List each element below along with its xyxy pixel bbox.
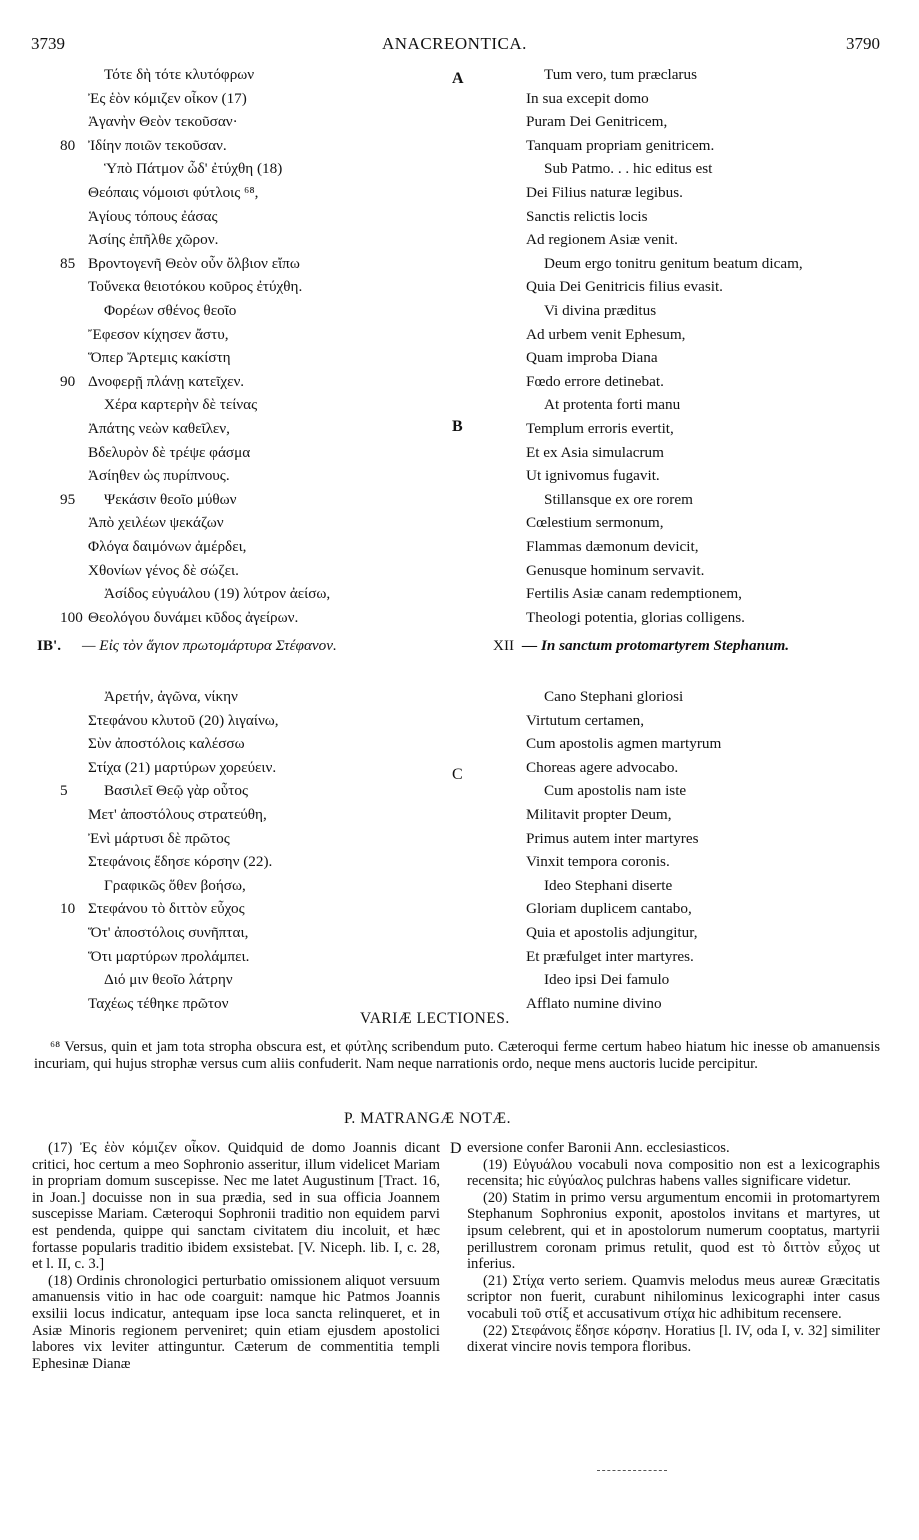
verse-line: Cum apostolis nam iste [544,782,687,800]
verse-line: Vi divina præditus [544,302,657,319]
verse-line: Sub Patmo. . . hic editus est [544,160,713,178]
line-number: 90 [60,372,76,390]
verse-line: Ὅπερ Ἄρτεμις κακίστη [88,349,231,367]
notae-right-column [467,1140,880,1356]
verse-line: Deum ergo tonitru genitum beatum dicam, [544,254,803,272]
verse-line: Ὅτι μαρτύρων προλάμπει. [88,947,250,965]
verse-line: At protenta forti manu [544,396,681,414]
notae-left-column [32,1140,440,1372]
verse-line: Διό μιν θεοῖο λάτρην [104,971,233,989]
verse-line: Ἀρετήν, ἀγῶνα, νίκην [104,688,238,705]
verse-line: Dei Filius naturæ legibus. [526,184,683,201]
verse-line: Τότε δὴ τότε κλυτόφρων [104,66,255,83]
verse-line: Fœdo errore detinebat. [526,372,664,390]
verse-line: Et præfulget inter martyres. [526,947,694,965]
page-number-left: 3739 [31,34,65,53]
verse-line: Θεόπαις νόμοισι φύτλοις ⁶⁸, [88,184,259,201]
verse-line: Tanquam propriam genitricem. [526,136,715,154]
note-21: (21) Στίχα verto seriem. Quamvis melodus meus aureæ Græcitatis scriptor non fuerit, curabunt nihilominus lexicographi inter casus vocabuli τοῦ στίξ et accusativum στίχα hic adhibitum recensere. [467,1272,880,1322]
margin-letter-c: C [452,766,463,783]
verse-line: Θεολόγου δυνάμει κῦδος ἀγείρων. [88,608,299,626]
line-number: 85 [60,254,76,272]
verse-line: Puram Dei Genitricem, [526,113,668,131]
verse-line: Fertilis Asiæ canam redemptionem, [526,585,742,603]
verse-line: Στεφάνου κλυτοῦ (20) λιγαίνω, [88,711,279,729]
note-18: (18) Ordinis chronologici perturbatio omissionem aliquot versuum amanuensis vitio in hac ode coarguit: namque hic Patmos Joannis exsilii locus indicatur, antequam ipse loca sancta relinqueret, et in Asiæ Minoris regionem perveniret; quin etiam ejusdem apostolici labores vix leviter attinguntur. Cæterum de commentitia templi Ephesinæ Dianæ [32,1272,440,1372]
note-22: (22) Στεφάνοις ἔδησε κόρσην. Horatius [l. IV, oda I, v. 32] similiter dixerat vincire novis tempora floribus. [467,1322,880,1356]
verse-line: Stillansque ex ore rorem [544,490,693,508]
verse-line: Templum erroris evertit, [526,420,674,437]
verse-line: Ὅτ' ἀποστόλοις συνῆπται, [88,924,249,941]
verse-line: Ἔφεσον κίχησεν ἄστυ, [88,325,229,343]
notae-heading: P. MATRANGÆ NOTÆ. [344,1110,511,1127]
verse-line: Quam improba Diana [526,349,658,367]
verse-line: Ἀπάτης νεὼν καθεῖλεν, [88,420,230,437]
verse-line: Primus autem inter martyres [526,829,699,847]
verse-line: Γραφικῶς ὅθεν βοήσω, [104,876,246,894]
line-number: 10 [60,900,76,918]
verse-line: Quia et apostolis adjungitur, [526,924,698,941]
verse-line: Ad regionem Asiæ venit. [526,231,678,249]
line-number: 100 [60,608,83,626]
line-number: 80 [60,136,76,154]
verse-line: Cœlestium sermonum, [526,514,664,532]
note-19: (19) Εὐγυάλου vocabuli nova compositio non est a lexicographis recensita; hic εὐγύαλος pulchras habens valles significare videtur. [467,1156,880,1190]
verse-line: Virtutum certamen, [526,711,645,729]
verse-line: Χέρα καρτερὴν δὲ τείνας [104,396,258,414]
verse-line: Genusque hominum servavit. [526,561,705,579]
verse-line: Φλόγα δαιμόνων ἀμέρδει, [88,538,247,555]
verse-line: Ἐνὶ μάρτυσι δὲ πρῶτος [88,829,230,847]
verse-line: Cum apostolis agmen martyrum [526,735,722,753]
note-17-continued: eversione confer Baronii Ann. ecclesiasticos. [467,1140,730,1156]
verse-line: Vinxit tempora coronis. [526,853,670,871]
verse-line: Sanctis relictis locis [526,207,648,225]
verse-line: Flammas dæmonum devicit, [526,538,699,555]
verse-line: Militavit propter Deum, [526,806,672,823]
verse-line: Τοὔνεκα θειοτόκου κοῦρος ἐτύχθη. [88,278,303,296]
verse-line: Ideo Stephani diserte [544,876,673,894]
margin-letter-d: D [450,1140,462,1157]
verse-line: Ἀσίηθεν ὡς πυρίπνους. [88,467,230,485]
verse-line: Σὺν ἀποστόλοις καλέσσω [88,735,245,753]
end-rule [597,1470,667,1471]
verse-line: Ideo ipsi Dei famulo [544,971,670,989]
verse-line: Ψεκάσιν θεοῖο μύθων [104,490,237,508]
verse-line: Ἀπὸ χειλέων ψεκάζων [88,514,224,532]
page-number-right: 3790 [846,34,880,53]
margin-letter-a: A [452,70,464,87]
verse-line: Ἐς ἑὸν κόμιζεν οἶκον (17) [88,89,247,107]
verse-line: Στεφάνοις ἔδησε κόρσην (22). [88,853,273,871]
verse-line: Ἀσίης ἐπῆλθε χῶρον. [88,231,219,249]
line-number: 5 [60,782,68,800]
verse-line: Cano Stephani gloriosi [544,688,684,705]
verse-line: Χθονίων γένος δὲ σώζει. [88,561,239,579]
verse-line: Δνοφερῇ πλάνῃ κατεῖχεν. [88,372,245,390]
line-number: 95 [60,490,76,508]
note-17: (17) Ἐς ἑὸν κόμιζεν οἶκον. Quidquid de domo Joannis dicant critici, hoc certum a meo Sophronio asseritur, illum videlicet Mariam in propriam domum suscepisse. Nec me latet Augustinum [Tract. 16, in Joan.] docuisse non in sua prædia, sed in sua officia Joannem suscepisse Mariam. Cæteroqui Sophronii traditio non equidem parvi est pendenda, quippe qui sanctam civitatem diu incoluit, et hæc fortasse popularis traditio ibidem exsistebat. [V. Niceph. lib. I, c. 28, et l. II, c. 3.] [32,1140,440,1273]
variae-lectiones-heading: VARIÆ LECTIONES. [360,1010,510,1027]
verse-line: Ἰδίην ποιῶν τεκοῦσαν. [88,136,227,154]
verse-line: Ἁγίους τόπους ἐάσας [88,207,218,225]
verse-line: Et ex Asia simulacrum [526,443,664,461]
greek-ode-title: — Εἰς τὸν ἅγιον πρωτομάρτυρα Στέφανον. [82,637,337,654]
verse-line: Ταχέως τέθηκε πρῶτον [88,994,229,1012]
verse-line: Βασιλεῖ Θεῷ γὰρ οὗτος [104,782,248,800]
verse-line: Μετ' ἀποστόλους στρατεύθη, [88,806,267,823]
verse-line: Tum vero, tum præclarus [544,66,697,83]
verse-line: Ἀσίδος εὐγυάλου (19) λύτρον ἀείσω, [104,585,331,603]
page-title: ANACREONTICA. [382,34,527,53]
greek-ode-number: ΙΒ'. [37,637,62,654]
note-20: (20) Statim in primo versu argumentum encomii in protomartyrem Stephanum Sophronius exponit, apostolos invitans et martyres, ut ipsum celebrent, qui et in apostolorum numerum cooptatus, martyrii perillustrem coronam primus retulit, quod est τὸ διττὸν εὖχος ut inferius. [467,1189,880,1273]
verse-line: Afflato numine divino [526,994,662,1012]
verse-line: Στεφάνου τὸ διττὸν εὖχος [88,900,245,918]
verse-line: Στίχα (21) μαρτύρων χορεύειν. [88,758,277,776]
verse-line: Quia Dei Genitricis filius evasit. [526,278,723,296]
latin-ode-number: XII [493,637,515,654]
verse-line: Βδελυρὸν δὲ τρέψε φάσμα [88,443,251,461]
verse-line: Ὑπὸ Πάτμον ὧδ' ἐτύχθη (18) [104,160,283,178]
verse-line: Theologi potentia, glorias colligens. [526,608,745,626]
verse-line: Ut ignivomus fugavit. [526,467,660,485]
verse-line: Choreas agere advocabo. [526,758,679,776]
verse-line: Ἀγανὴν Θεὸν τεκοῦσαν· [88,113,238,131]
variae-lectiones-text: ⁶⁸ Versus, quin et jam tota stropha obscura est, et φύτλης scribendum puto. Cæteroqui ferme certum habeo hiatum hic inesse ob amanuensis incuriam, qui hujus strophæ versus cum aliis confuderit. Nam neque narrationis ordo, neque mens auctoris lucide percipitur. [34,1039,880,1072]
latin-ode-title: — In sanctum protomartyrem Stephanum. [522,637,790,654]
verse-line: Φορέων σθένος θεοῖο [104,302,237,319]
margin-letter-b: B [452,418,463,435]
verse-line: Βροντογενῆ Θεὸν οὖν ὄλβιον εἴπω [88,254,300,272]
verse-line: Gloriam duplicem cantabo, [526,900,692,918]
verse-line: In sua excepit domo [526,89,649,107]
verse-line: Ad urbem venit Ephesum, [526,325,686,343]
